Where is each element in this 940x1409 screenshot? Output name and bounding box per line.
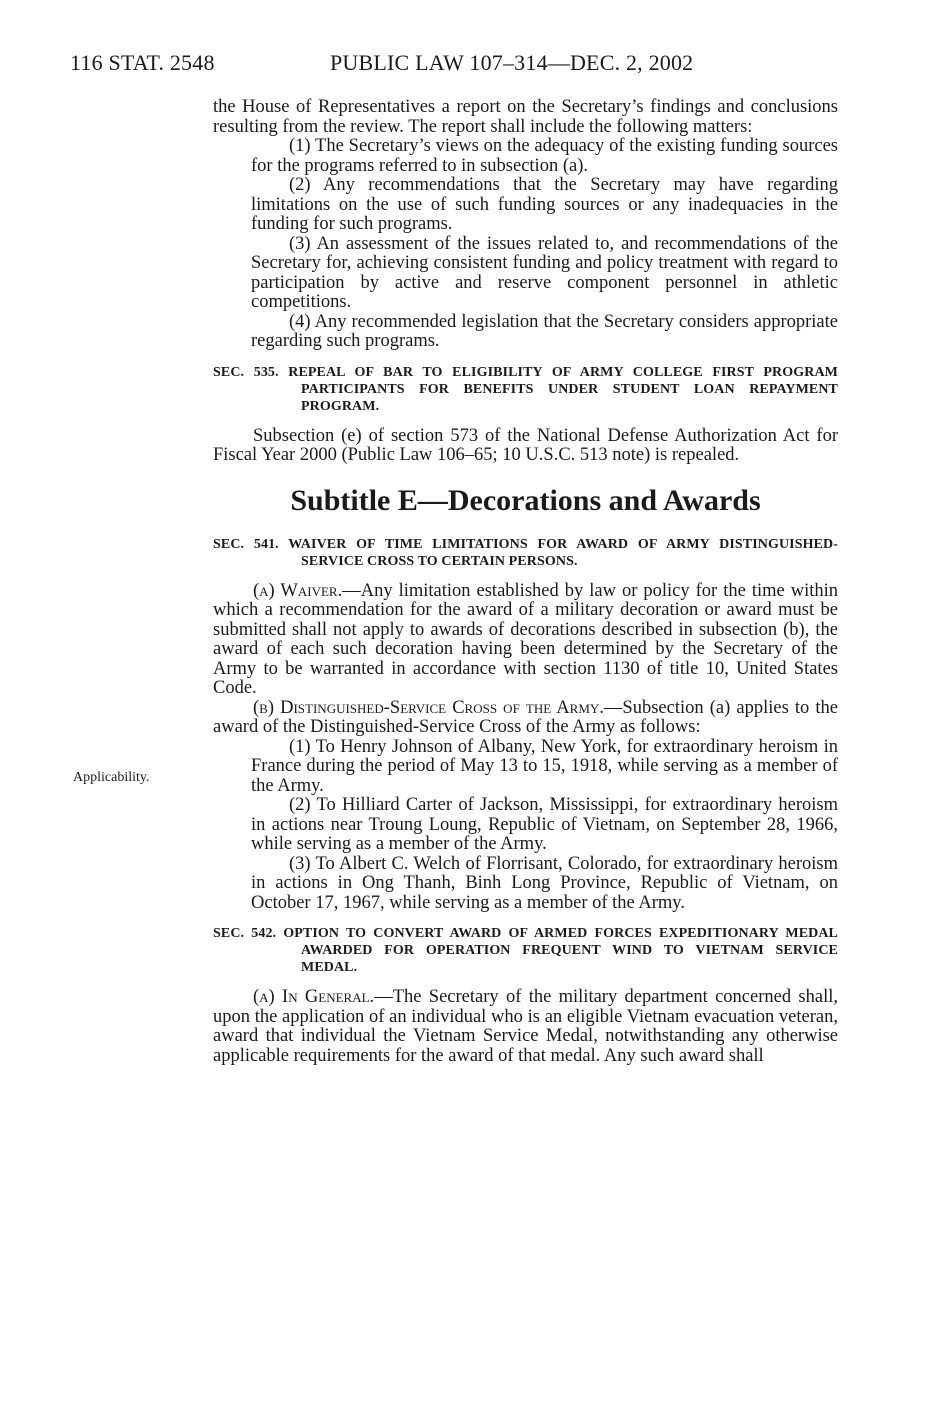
sec-535-heading: SEC. 535. REPEAL OF BAR TO ELIGIBILITY OF ARMY COLLEGE FIRST PROGRAM PARTICIPANTS FOR BENEFITS UNDER STUDENT LOAN REPAYMENT PROGRAM. [213, 364, 838, 414]
report-item-3: (3) An assessment of the issues related to, and recommendations of the Secretary for, achieving consistent funding and policy treatment with regard to participation by active and reserve component personnel in athletic competitions. [251, 233, 838, 312]
report-item-2: (2) Any recommendations that the Secretary may have regarding limitations on the use of such funding sources or any inadequacies in the funding for such programs. [251, 175, 838, 234]
sec-541-a-text: —Any limitation established by law or policy for the time within which a recommendation for the award of a military decoration or award must be submitted shall not apply to awards of decorations described in subsection (b), the award of each such decoration having been determined by the Secretary of the Army to be warranted in accordance with section 1130 of title 10, United States Code. [213, 580, 839, 698]
page-header [70, 50, 870, 80]
sec-535-text: Subsection (e) of section 573 of the National Defense Authorization Act for Fiscal Year 2000 (Public Law 106–65; 10 U.S.C. 513 note) is repealed. [213, 425, 838, 465]
report-item-4: (4) Any recommended legislation that the Secretary considers appropriate regarding such programs. [251, 311, 838, 351]
report-item-1: (1) The Secretary’s views on the adequacy of the existing funding sources for the programs referred to in subsection (a). [251, 136, 838, 176]
sec-541-subsection-a [213, 582, 838, 699]
stat-page-number: 116 STAT. 2548 [70, 50, 215, 75]
sec-541-subsection-b [213, 699, 838, 738]
subtitle-heading: Subtitle E—Decorations and Awards [290, 483, 761, 517]
sec-541-heading: SEC. 541. WAIVER OF TIME LIMITATIONS FOR AWARD OF ARMY DISTINGUISHED-SERVICE CROSS TO CERTAIN PERSONS. [213, 536, 838, 569]
sec-541-b-text: —Subsection (a) applies to the award of the Distinguished-Service Cross of the Army as follows: [213, 697, 838, 737]
document-body [213, 98, 838, 1066]
sec-542-subsection-a [213, 988, 838, 1066]
award-item-1: (1) To Henry Johnson of Albany, New York, for extraordinary heroism in France during the period of May 13 to 15, 1918, while serving as a member of the Army. [251, 736, 838, 796]
intro-paragraph: the House of Representatives a report on the Secretary’s findings and conclusions resulting from the review. The report shall include the following matters: [213, 97, 838, 137]
award-item-2: (2) To Hilliard Carter of Jackson, Mississippi, for extraordinary heroism in actions near Troung Loung, Republic of Vietnam, on September 28, 1966, while serving as a member of the Army. [251, 795, 838, 854]
sec-542-a-text: —The Secretary of the military department concerned shall, upon the application of an individual who is an eligible Vietnam evacuation veteran, award that individual the Vietnam Service Medal, notwithstanding any otherwise applicable requirements for the award of that medal. Any such award shall [213, 987, 838, 1066]
sec-542-heading: SEC. 542. OPTION TO CONVERT AWARD OF ARMED FORCES EXPEDITIONARY MEDAL AWARDED FOR OPERATION FREQUENT WIND TO VIETNAM SERVICE MEDAL. [213, 926, 838, 975]
margin-note-applicability: Applicability. [73, 770, 150, 785]
award-item-3: (3) To Albert C. Welch of Florrisant, Colorado, for extraordinary heroism in actions in Ong Thanh, Binh Long Province, Republic of Vietnam, on October 17, 1967, while serving as a member of the Army. [251, 853, 838, 913]
sec-541-b-label: (b) Distinguished-Service Cross of the Army. [253, 697, 604, 718]
sec-541-a-label: (a) Waiver. [253, 580, 343, 601]
public-law-citation: PUBLIC LAW 107–314—DEC. 2, 2002 [330, 50, 694, 75]
sec-542-a-label: (a) In General. [253, 987, 375, 1007]
